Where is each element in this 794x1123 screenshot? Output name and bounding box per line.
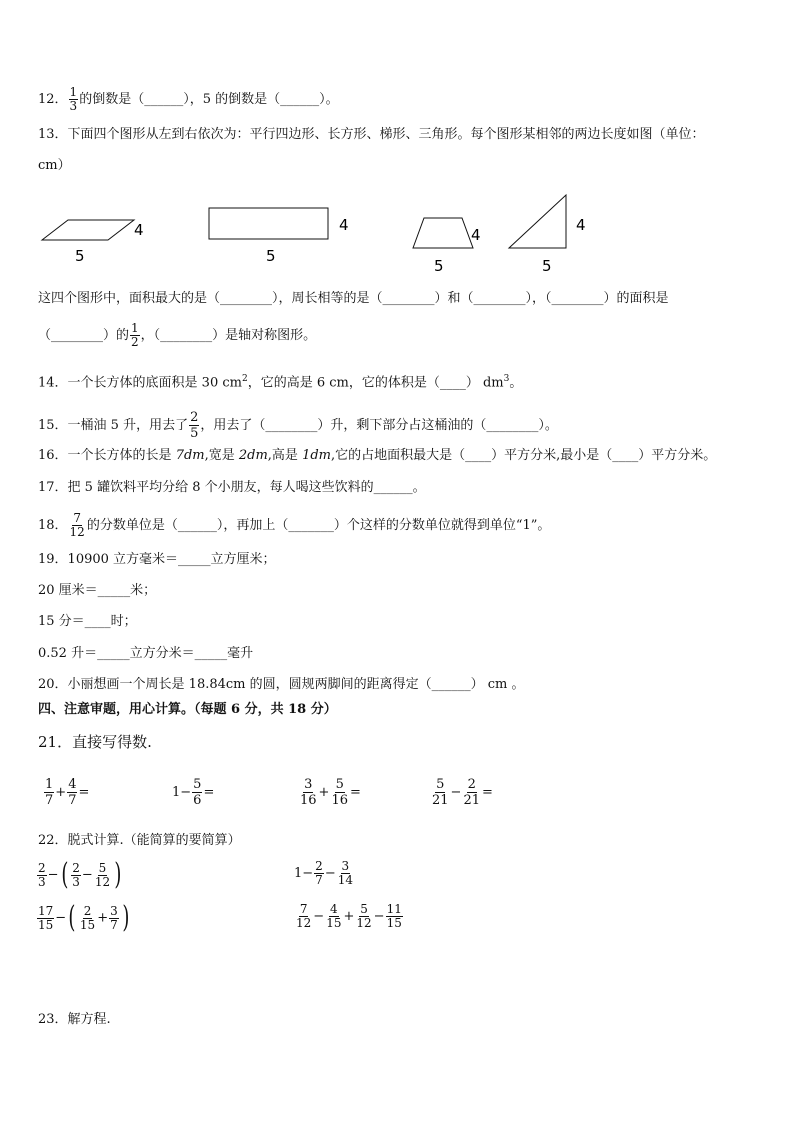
q22-expression-4: $\frac{7}{12}$ − $\frac{4}{15}$ + $\frac{5}{12}$ − $\frac{11}{15}$ [296, 902, 402, 930]
question-13-line1: 13．下面四个图形从左到右依次为：平行四边形、长方形、梯形、三角形。每个图形某相邻的两边长度如图（单位： [38, 127, 705, 142]
question-23-title: 23．解方程. [38, 1012, 111, 1027]
fraction: $\frac{1}{2}$ [131, 321, 139, 349]
question-19-line4: 0.52 升＝_____立方分米＝_____毫升 [38, 646, 254, 661]
parallelogram-shape [42, 220, 134, 240]
trapezoid-base-label: 5 [434, 257, 444, 275]
question-21-title: 21．直接写得数. [38, 733, 152, 751]
question-20: 20．小丽想画一个周长是 18.84cm 的圆，圆规两脚间的距离得定（______） cm 。 [38, 677, 525, 692]
trapezoid-side-label: 4 [471, 226, 481, 244]
q21-expression-2: 1− $\frac{5}{6}$ = [172, 777, 215, 808]
question-14: 14．一个长方体的底面积是 30 $cm^2$，它的高是 6 cm，它的体积是（____） $dm^3$。 [38, 374, 523, 391]
q22-expression-1: $\frac{2}{3}$ −( $\frac{2}{3}$ − $\frac{5}{12}$ ) [38, 857, 122, 892]
trapezoid-shape [413, 218, 473, 248]
triangle-side-label: 4 [576, 216, 586, 234]
question-15: 15．一桶油 5 升，用去了 $\frac{2}{5}$ ，用去了（________）升，剩下部分占这桶油的（________）。 [38, 410, 558, 441]
question-13-line3: 这四个图形中，面积最大的是（________），周长相等的是（________）和（________），（________）的面积是 [38, 291, 669, 306]
section-4-heading: 四、注意审题，用心计算。（每题 6 分，共 18 分） [38, 702, 337, 717]
fraction: $\frac{7}{12}$ [69, 511, 85, 539]
q22-expression-3: $\frac{17}{15}$ −( $\frac{2}{15}$ + $\frac{3}{7}$ ) [38, 900, 130, 935]
question-19-line3: 15 分＝____时； [38, 614, 137, 629]
question-number: 12． [38, 92, 68, 107]
question-12 [38, 86, 339, 113]
parallelogram-base-label: 5 [75, 247, 85, 265]
rectangle-side-label: 4 [339, 216, 349, 234]
question-19-line2: 20 厘米＝_____米； [38, 583, 157, 598]
q22-expression-2: 1− $\frac{2}{7}$ − $\frac{3}{14}$ [294, 859, 353, 887]
triangle-shape [509, 195, 566, 248]
question-13-line4: （________）的 $\frac{1}{2}$ ，（________）是轴对称图形。 [38, 321, 317, 349]
q21-expression-3: $\frac{3}{16}$ + $\frac{5}{16}$ = [300, 777, 361, 808]
q21-expression-1: $\frac{1}{7}$ + $\frac{4}{7}$ = [45, 777, 90, 808]
fraction: $\frac{1}{3}$ [69, 85, 78, 113]
q21-expression-4: $\frac{5}{21}$ − $\frac{2}{21}$ = [432, 777, 493, 808]
question-text: 的倒数是（______），5 的倒数是（______）。 [79, 92, 339, 107]
triangle-base-label: 5 [542, 257, 552, 275]
question-17: 17．把 5 罐饮料平均分给 8 个小朋友，每人喝这些饮料的______。 [38, 480, 426, 495]
question-18: 18． $\frac{7}{12}$ 的分数单位是（______），再加上（_______）个这样的分数单位就得到单位“1”。 [38, 511, 551, 539]
rectangle-base-label: 5 [266, 247, 276, 265]
parallelogram-side-label: 4 [134, 221, 144, 239]
question-13-line2: cm） [38, 158, 71, 173]
fraction: $\frac{2}{5}$ [190, 410, 199, 441]
question-19-line1: 19．10900 立方毫米＝_____立方厘米； [38, 552, 276, 567]
q13-figures [30, 190, 610, 280]
question-16: 16．一个长方体的长是 7dm,宽是 2dm,高是 1dm,它的占地面积最大是（____）平方分米,最小是（____）平方分米。 [38, 448, 717, 463]
rectangle-shape [209, 208, 328, 239]
question-22-title: 22．脱式计算.（能简算的要简算） [38, 833, 241, 848]
